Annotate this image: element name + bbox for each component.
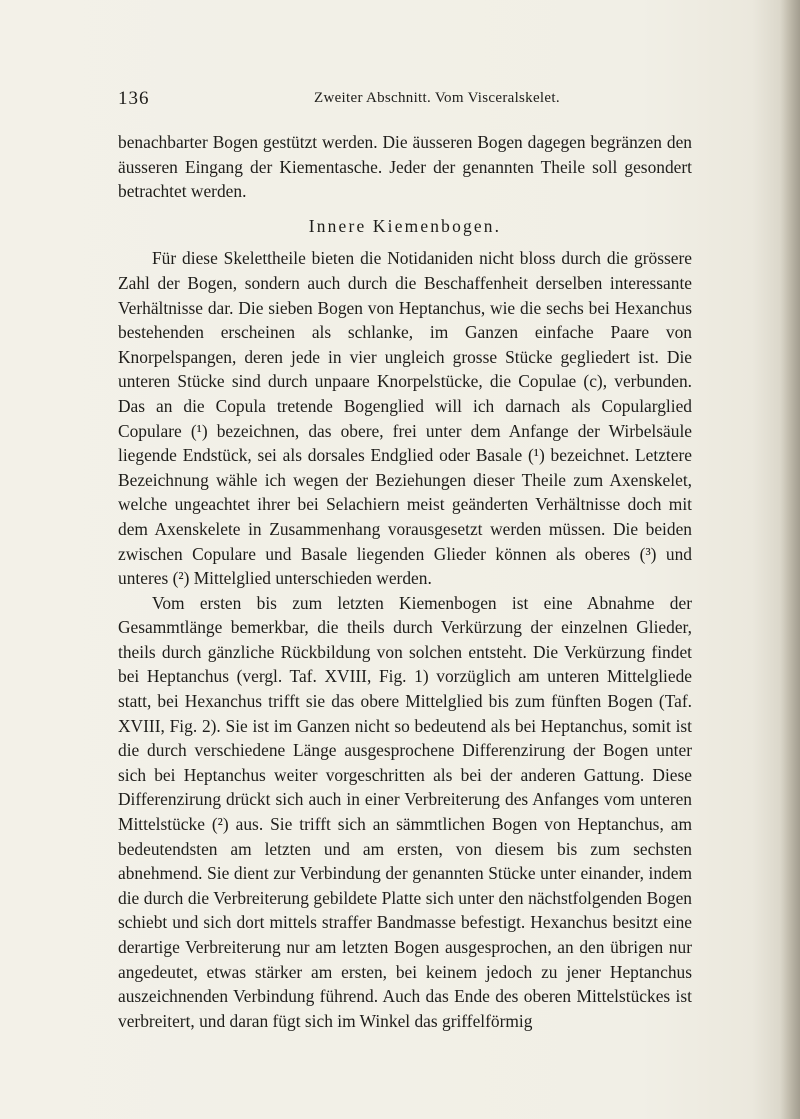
paragraph: Für diese Skelettheile bieten die Notidaniden nicht bloss durch die grössere Zahl der Bogen, sondern auch durch die Beschaffenheit derselben interessante Verhältnisse dar. Die sieben Bogen von Heptanchus, wie die sechs bei Hexanchus bestehenden erscheinen als schlanke, im Ganzen einfache Paare von Knorpelspangen, deren jede in vier ungleich grosse Stücke gegliedert ist. Die unteren Stücke sind durch unpaare Knorpelstücke, die Copulae (c), verbunden. Das an die Copula tretende Bogenglied will ich darnach als Copularglied Copulare (¹) bezeichnen, das obere, frei unter dem Anfange der Wirbelsäule liegende Endstück, sei als dorsales Endglied oder Basale (¹) bezeichnet. Letztere Bezeichnung wähle ich wegen der Beziehungen dieser Theile zum Axenskelet, welche ungeachtet ihrer bei Selachiern meist geänderten Verhältnisse doch mit dem Axenskelete in Zusammenhang vorausgesetzt werden müssen. Die beiden zwischen Copulare und Basale liegenden Glieder können als oberes (³) und unteres (²) Mittelglied unterschieden werden. — [118, 248, 692, 589]
running-head: Zweiter Abschnitt. Vom Visceralskelet. — [314, 90, 560, 106]
page-header — [118, 88, 688, 116]
paragraph: Vom ersten bis zum letzten Kiemenbogen ist eine Abnahme der Gesammtlänge bemerkbar, die theils durch Verkürzung der einzelnen Glieder, theils durch gänzliche Rückbildung von solchen entsteht. Die Verkürzung findet bei Heptanchus (vergl. Taf. XVIII, Fig. 1) vorzüglich am unteren Mittelgliede statt, bei Hexanchus trifft sie das obere Mittelglied bis zum fünften Bogen (Taf. XVIII, Fig. 2). Sie ist im Ganzen nicht so bedeutend als bei Heptanchus, somit ist die durch verschiedene Länge ausgesprochene Differenzirung der Bogen unter sich bei Heptanchus weiter vorgeschritten als bei der anderen Gattung. Diese Differenzirung drückt sich auch in einer Verbreiterung des Anfanges vom unteren Mittelstücke (²) aus. Sie trifft sich an sämmtlichen Bogen von Heptanchus, am bedeutendsten am letzten und am ersten, von diesem bis zum sechsten abnehmend. Sie dient zur Verbindung der genannten Stücke unter einander, indem die durch die Verbreiterung gebildete Platte sich unter den nächstfolgenden Bogen schiebt und sich dort mittels straffer Bandmasse befestigt. Hexanchus besitzt eine derartige Verbreiterung nur am letzten Bogen ausgesprochen, an den übrigen nur angedeutet, etwas stärker am ersten, bei keinem jedoch zu jener Heptanchus auszeichnenden Verbindung führend. Auch das Ende des oberen Mittelstückes ist verbreitert, und daran fügt sich im Winkel das griffelförmig — [118, 592, 692, 1031]
page-number: 136 — [118, 88, 150, 109]
paragraph-continuation: benachbarter Bogen gestützt werden. Die äusseren Bogen dagegen begränzen den äusseren Eingang der Kiementasche. Jeder der genannten Theile soll gesondert betrachtet werden. — [118, 132, 692, 202]
body-text — [118, 130, 692, 1033]
page-edge-shadow — [780, 0, 800, 1119]
section-heading: Innere Kiemenbogen. — [308, 215, 502, 236]
